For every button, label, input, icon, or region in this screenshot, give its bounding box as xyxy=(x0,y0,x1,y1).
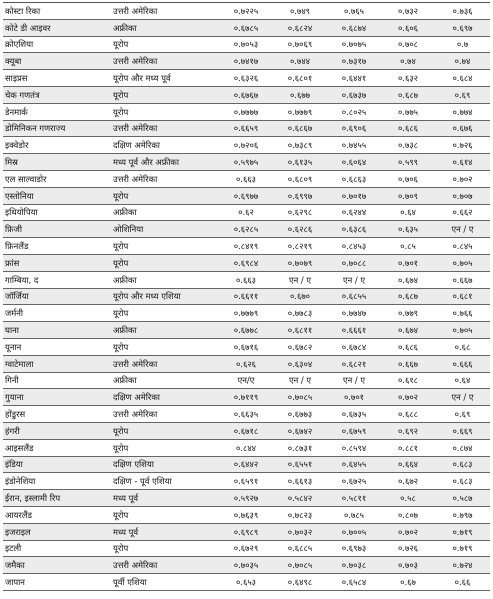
value-cell: ०.६८२१ xyxy=(327,355,381,372)
value-cell: एन / ए xyxy=(327,271,381,288)
value-cell: ०.७०७ xyxy=(435,187,490,204)
value-cell: ०.७२४ xyxy=(435,557,490,574)
value-cell: ०.७९७ xyxy=(435,506,490,523)
value-cell: ०.७०१७ xyxy=(327,187,381,204)
region-cell: यूरोप xyxy=(111,439,219,456)
value-cell: ०.६४४१ xyxy=(327,70,381,87)
value-cell: ०.७०८५ xyxy=(273,389,327,406)
country-cell: गिनी xyxy=(3,372,111,389)
table-row xyxy=(3,154,490,171)
country-cell: जमैका xyxy=(3,557,111,574)
region-cell: अफ्रीका xyxy=(111,204,219,221)
region-cell: अफ्रीका xyxy=(111,322,219,339)
value-cell: ०.७०९ xyxy=(381,187,435,204)
value-cell: ०.६६७ xyxy=(435,271,490,288)
value-cell: ०.६४ xyxy=(381,204,435,221)
value-cell: ०.७४ xyxy=(381,53,435,70)
country-cell: गाम्बिया, द xyxy=(3,271,111,288)
value-cell: ०.८५९४ xyxy=(327,439,381,456)
region-cell: ओशिनिया xyxy=(111,221,219,238)
value-cell: ०.६३२ xyxy=(381,70,435,87)
table-row xyxy=(3,574,490,591)
region-cell: यूरोप और मध्य एशिया xyxy=(111,288,219,305)
value-cell: ०.८७४ xyxy=(435,439,490,456)
value-cell: ०.६७३५ xyxy=(327,406,381,423)
value-cell: ०.६८६ xyxy=(381,120,435,137)
country-cell: गुयाना xyxy=(3,389,111,406)
value-cell: ०.६३०४ xyxy=(273,355,327,372)
value-cell: ०.७ xyxy=(435,36,490,53)
value-cell: ०.६८११ xyxy=(273,322,327,339)
index-table xyxy=(3,2,490,591)
value-cell: ०.६६७ xyxy=(381,355,435,372)
value-cell: एन / ए xyxy=(273,271,327,288)
value-cell: ०.७७७९ xyxy=(219,305,273,322)
value-cell: एन / ए xyxy=(435,389,490,406)
value-cell: ०.८४५ xyxy=(435,238,490,255)
country-cell: होंडुरस xyxy=(3,406,111,423)
value-cell: ०.५८४२ xyxy=(273,490,327,507)
value-cell: ०.६८०९ xyxy=(273,170,327,187)
value-cell: ०.७०८५ xyxy=(273,557,327,574)
country-cell: क्रोएशिया xyxy=(3,36,111,53)
country-cell: इंडिया xyxy=(3,456,111,473)
value-cell: ०.६२८५ xyxy=(219,221,273,238)
region-cell: यूरोप और मध्य पूर्व xyxy=(111,70,219,87)
region-cell: दक्षिण अमेरिका xyxy=(111,389,219,406)
region-cell: उत्तरी अमेरिका xyxy=(111,557,219,574)
table-row xyxy=(3,36,490,53)
value-cell: ०.६१८ xyxy=(381,372,435,389)
value-cell: ०.७३८ xyxy=(381,137,435,154)
value-cell: ०.६३८६ xyxy=(327,221,381,238)
value-cell: ०.७३१७ xyxy=(327,53,381,70)
value-cell: ०.६८८५ xyxy=(273,540,327,557)
table-row xyxy=(3,338,490,355)
country-cell: इटली xyxy=(3,540,111,557)
region-cell: यूरोप xyxy=(111,254,219,271)
value-cell: ०.७०२ xyxy=(381,523,435,540)
value-cell: ०.८४४ xyxy=(219,439,273,456)
value-cell: ०.६१४ xyxy=(435,154,490,171)
table-row xyxy=(3,86,490,103)
value-cell: ०.६७४ xyxy=(381,271,435,288)
value-cell: ०.७३६ xyxy=(435,3,490,20)
value-cell: ०.६६५९ xyxy=(219,120,273,137)
value-cell: ०.६४४२ xyxy=(219,456,273,473)
value-cell: ०.५९७५ xyxy=(219,154,273,171)
value-cell: ०.६२ xyxy=(219,204,273,221)
value-cell: ०.७०५ xyxy=(435,254,490,271)
region-cell: उत्तरी अमेरिका xyxy=(111,406,219,423)
table-row xyxy=(3,53,490,70)
region-cell: अफ्रीका xyxy=(111,19,219,36)
value-cell: ०.७०३८ xyxy=(327,557,381,574)
value-cell: ०.६७१८ xyxy=(219,422,273,439)
value-cell: ०.६७६ xyxy=(435,120,490,137)
region-cell: यूरोप xyxy=(111,422,219,439)
value-cell: ०.७०८ xyxy=(381,36,435,53)
value-cell: ०.६२४४ xyxy=(327,204,381,221)
value-cell: ०.७२२५ xyxy=(219,3,273,20)
value-cell: ०.७२०६ xyxy=(219,137,273,154)
region-cell: यूरोप xyxy=(111,36,219,53)
value-cell: ०.७०३ xyxy=(381,557,435,574)
country-cell: जापान xyxy=(3,574,111,591)
value-cell: ०.६५९१ xyxy=(219,473,273,490)
table-row xyxy=(3,355,490,372)
table-row xyxy=(3,19,490,36)
table-row xyxy=(3,523,490,540)
value-cell: ०.७६६ xyxy=(435,305,490,322)
table-row xyxy=(3,422,490,439)
value-cell: ०.७०२ xyxy=(381,389,435,406)
table-row xyxy=(3,540,490,557)
value-cell: ०.६८ xyxy=(435,338,490,355)
value-cell: ०.६८१ xyxy=(435,288,490,305)
country-cell: फ़िनलैंड xyxy=(3,238,111,255)
region-cell: यूरोप xyxy=(111,506,219,523)
country-cell: इक्वेडोर xyxy=(3,137,111,154)
value-cell: ०.६९८९ xyxy=(219,523,273,540)
value-cell: ०.६७७८ xyxy=(219,322,273,339)
value-cell: ०.६६१३ xyxy=(273,473,327,490)
value-cell: ०.६७४२ xyxy=(273,422,327,439)
value-cell: ०.६८६७ xyxy=(273,120,327,137)
value-cell: ०.७०५३ xyxy=(219,36,273,53)
country-cell: इजराइल xyxy=(3,523,111,540)
value-cell: ०.७७४७ xyxy=(327,305,381,322)
region-cell: यूरोप xyxy=(111,238,219,255)
country-cell: कोटे डी आइवर xyxy=(3,19,111,36)
country-cell: हंगरी xyxy=(3,422,111,439)
value-cell: ०.७३८९ xyxy=(273,137,327,154)
table-row xyxy=(3,389,490,406)
value-cell: ०.७८५ xyxy=(327,506,381,523)
value-cell: ०.७००५ xyxy=(327,523,381,540)
value-cell: ०.६६११ xyxy=(219,288,273,305)
value-cell: ०.६८७ xyxy=(381,86,435,103)
value-cell: ०.७०६ xyxy=(381,170,435,187)
region-cell: पूर्वी एशिया xyxy=(111,574,219,591)
country-cell: आइसलैंड xyxy=(3,439,111,456)
value-cell: ०.६१३५ xyxy=(273,154,327,171)
table-row xyxy=(3,204,490,221)
value-cell: ०.७७७७ xyxy=(219,103,273,120)
table-body xyxy=(3,3,490,591)
region-cell: उत्तरी अमेरिका xyxy=(111,355,219,372)
country-cell: घाना xyxy=(3,322,111,339)
country-cell: फ़िजी xyxy=(3,221,111,238)
region-cell: अफ्रीका xyxy=(111,372,219,389)
value-cell: ०.६६३ xyxy=(219,271,273,288)
value-cell: ०.७४१७ xyxy=(219,53,273,70)
country-cell: जॉर्जिया xyxy=(3,288,111,305)
value-cell: ०.६६ xyxy=(435,574,490,591)
region-cell: उत्तरी अमेरिका xyxy=(111,170,219,187)
value-cell: ०.७०७९ xyxy=(273,254,327,271)
value-cell: ०.६६९ xyxy=(435,422,490,439)
value-cell: ०.६३५ xyxy=(381,221,435,238)
value-cell: ०.६६६१ xyxy=(327,322,381,339)
value-cell: ०.७०६९ xyxy=(273,36,327,53)
region-cell: यूरोप xyxy=(111,540,219,557)
table-row xyxy=(3,137,490,154)
table-row xyxy=(3,271,490,288)
country-cell: एस्तोनिया xyxy=(3,187,111,204)
value-cell: ०.७०३२ xyxy=(273,523,327,540)
value-cell: ०.६९७७ xyxy=(219,187,273,204)
table-row xyxy=(3,103,490,120)
value-cell: ०.६३२६ xyxy=(219,70,273,87)
value-cell: ०.५८७ xyxy=(435,490,490,507)
country-cell: साइप्रस xyxy=(3,70,111,87)
value-cell: ०.६७५९ xyxy=(327,422,381,439)
value-cell: ०.८७३१ xyxy=(273,439,327,456)
value-cell: ०.६८०१ xyxy=(273,70,327,87)
region-cell: अफ्रीका xyxy=(111,271,219,288)
country-cell: इंडोनेशिया xyxy=(3,473,111,490)
region-cell: दक्षिण अमेरिका xyxy=(111,137,219,154)
value-cell: ०.६८३ xyxy=(435,473,490,490)
table-row xyxy=(3,187,490,204)
table-row xyxy=(3,3,490,20)
value-cell: ०.५९९ xyxy=(381,154,435,171)
value-cell: ०.६८२४ xyxy=(273,19,327,36)
value-cell: ०.८०२५ xyxy=(327,103,381,120)
table-row xyxy=(3,288,490,305)
table-row xyxy=(3,170,490,187)
region-cell: मध्य पूर्व xyxy=(111,490,219,507)
value-cell: ०.७०७५ xyxy=(327,36,381,53)
value-cell: ०.६०६ xyxy=(381,19,435,36)
value-cell: ०.६५५१ xyxy=(273,456,327,473)
value-cell: ०.६२६ xyxy=(219,355,273,372)
table-row xyxy=(3,238,490,255)
country-cell: यूनान xyxy=(3,338,111,355)
value-cell: ०.६७४ xyxy=(381,322,435,339)
value-cell: ०.६७८५ xyxy=(219,19,273,36)
value-cell: ०.७०१ xyxy=(327,389,381,406)
value-cell: ०.६७८४ xyxy=(327,338,381,355)
value-cell: ०.६७२९ xyxy=(219,540,273,557)
country-cell: आयरलैंड xyxy=(3,506,111,523)
region-cell: यूरोप xyxy=(111,338,219,355)
value-cell: ०.७१९ xyxy=(435,523,490,540)
table-row xyxy=(3,473,490,490)
country-cell: फ्रांस xyxy=(3,254,111,271)
table-row xyxy=(3,322,490,339)
region-cell: यूरोप xyxy=(111,305,219,322)
country-cell: क्यूबा xyxy=(3,53,111,70)
value-cell: ०.८८१ xyxy=(381,439,435,456)
value-cell: ०.८४१९ xyxy=(219,238,273,255)
value-cell: ०.७८२३ xyxy=(273,506,327,523)
value-cell: ०.६७३७ xyxy=(327,86,381,103)
value-cell: ०.७७४ xyxy=(435,103,490,120)
region-cell: उत्तरी अमेरिका xyxy=(111,120,219,137)
value-cell: ०.६८६३ xyxy=(327,170,381,187)
value-cell: ०.६७८२ xyxy=(273,338,327,355)
value-cell: ०.६९ xyxy=(435,406,490,423)
table-row xyxy=(3,221,490,238)
table-row xyxy=(3,456,490,473)
value-cell: ०.६७६७ xyxy=(219,86,273,103)
value-cell: ०.६७२५ xyxy=(327,473,381,490)
value-cell: ०.७०८८ xyxy=(327,254,381,271)
region-cell: यूरोप xyxy=(111,187,219,204)
value-cell: ०.६८५५ xyxy=(327,288,381,305)
value-cell: ०.८२१९ xyxy=(273,238,327,255)
value-cell: ०.६९८४ xyxy=(219,254,273,271)
value-cell: ०.५८ xyxy=(381,490,435,507)
value-cell: ०.५८११ xyxy=(327,490,381,507)
value-cell: ०.७११९ xyxy=(219,389,273,406)
country-cell: मिस्र xyxy=(3,154,111,171)
value-cell: ०.६७७३ xyxy=(273,406,327,423)
region-cell: दक्षिण - पूर्व एशिया xyxy=(111,473,219,490)
table-row xyxy=(3,120,490,137)
value-cell: एन / ए xyxy=(273,372,327,389)
table-row xyxy=(3,439,490,456)
country-cell: चेक गणतंत्र xyxy=(3,86,111,103)
value-cell: ०.५९२७ xyxy=(219,490,273,507)
country-cell: ईरान, इस्लामी रिप xyxy=(3,490,111,507)
value-cell: ०.६२८६ xyxy=(273,221,327,238)
value-cell: ०.७७७९ xyxy=(273,103,327,120)
value-cell: ०.७२६ xyxy=(381,540,435,557)
country-cell: कोस्टा रिका xyxy=(3,3,111,20)
value-cell: ०.७०१ xyxy=(381,254,435,271)
value-cell: ०.६८८ xyxy=(381,406,435,423)
value-cell: ०.६४ xyxy=(435,372,490,389)
table-row xyxy=(3,372,490,389)
country-cell: डोमिनिकन गणराज्य xyxy=(3,120,111,137)
value-cell: ०.८४५३ xyxy=(327,238,381,255)
value-cell: ०.६८३ xyxy=(435,456,490,473)
region-cell: मध्य पूर्व xyxy=(111,523,219,540)
table-row xyxy=(3,506,490,523)
value-cell: ०.६६२ xyxy=(435,204,490,221)
value-cell: ०.६९७ xyxy=(435,19,490,36)
value-cell: ०.६९७३ xyxy=(327,540,381,557)
value-cell: ०.७१९ xyxy=(435,540,490,557)
value-cell: ०.८०७ xyxy=(381,506,435,523)
value-cell: ०.७४ xyxy=(435,53,490,70)
value-cell: ०.६४९८ xyxy=(273,574,327,591)
country-cell: एल साल्वाडोर xyxy=(3,170,111,187)
country-cell: डेनमार्क xyxy=(3,103,111,120)
value-cell: ०.८५ xyxy=(381,238,435,255)
value-cell: एन / ए xyxy=(327,372,381,389)
value-cell: ०.७४५५ xyxy=(327,137,381,154)
region-cell: यूरोप xyxy=(111,86,219,103)
table-row xyxy=(3,305,490,322)
value-cell: ०.६७१६ xyxy=(219,338,273,355)
value-cell: ०.७७५ xyxy=(381,103,435,120)
value-cell: ०.७४९ xyxy=(273,3,327,20)
value-cell: ०.६६४ xyxy=(381,456,435,473)
value-cell: ०.६७० xyxy=(273,288,327,305)
value-cell: ०.६५८४ xyxy=(327,574,381,591)
value-cell: ०.७४४ xyxy=(273,53,327,70)
value-cell: ०.६६३५ xyxy=(219,406,273,423)
value-cell: ०.६५३ xyxy=(219,574,273,591)
value-cell: ०.६९ xyxy=(435,86,490,103)
value-cell: ०.७७८३ xyxy=(273,305,327,322)
value-cell: ०.६८७ xyxy=(381,288,435,305)
value-cell: ०.६९०६ xyxy=(327,120,381,137)
value-cell: ०.७६३९ xyxy=(219,506,273,523)
value-cell: ०.६८६ xyxy=(381,338,435,355)
region-cell: यूरोप xyxy=(111,103,219,120)
value-cell: ०.६२९८ xyxy=(273,204,327,221)
region-cell: उत्तरी अमेरिका xyxy=(111,3,219,20)
value-cell: ०.७२६ xyxy=(435,137,490,154)
table-row xyxy=(3,490,490,507)
country-cell: ग्वाटेमाला xyxy=(3,355,111,372)
value-cell: एन / ए xyxy=(435,221,490,238)
value-cell: ०.७६५ xyxy=(327,3,381,20)
value-cell: ०.६६६ xyxy=(435,355,490,372)
value-cell: ०.७०३५ xyxy=(219,557,273,574)
value-cell: ०.६८७४ xyxy=(327,19,381,36)
value-cell: ०.६०६४ xyxy=(327,154,381,171)
region-cell: उत्तरी अमेरिका xyxy=(111,53,219,70)
value-cell: ०.६८४ xyxy=(435,70,490,87)
value-cell: ०.७०२ xyxy=(435,170,490,187)
country-cell: इथियोपिया xyxy=(3,204,111,221)
value-cell: ०.६६३ xyxy=(219,170,273,187)
table-row xyxy=(3,557,490,574)
value-cell: ०.६४५५ xyxy=(327,456,381,473)
value-cell: ०.६९२ xyxy=(381,422,435,439)
value-cell: ०.६७२ xyxy=(381,473,435,490)
table-row xyxy=(3,70,490,87)
value-cell: ०.६९९७ xyxy=(273,187,327,204)
value-cell: ०.७०५ xyxy=(435,322,490,339)
value-cell: ०.७७९ xyxy=(381,305,435,322)
value-cell: ०.७३२ xyxy=(381,3,435,20)
value-cell: ०.६७७ xyxy=(273,86,327,103)
table-row xyxy=(3,254,490,271)
value-cell: ०.६७ xyxy=(381,574,435,591)
value-cell: एन/ए xyxy=(219,372,273,389)
country-cell: जर्मनी xyxy=(3,305,111,322)
region-cell: दक्षिण एशिया xyxy=(111,456,219,473)
region-cell: मध्य पूर्व और अफ्रीका xyxy=(111,154,219,171)
table-row xyxy=(3,406,490,423)
